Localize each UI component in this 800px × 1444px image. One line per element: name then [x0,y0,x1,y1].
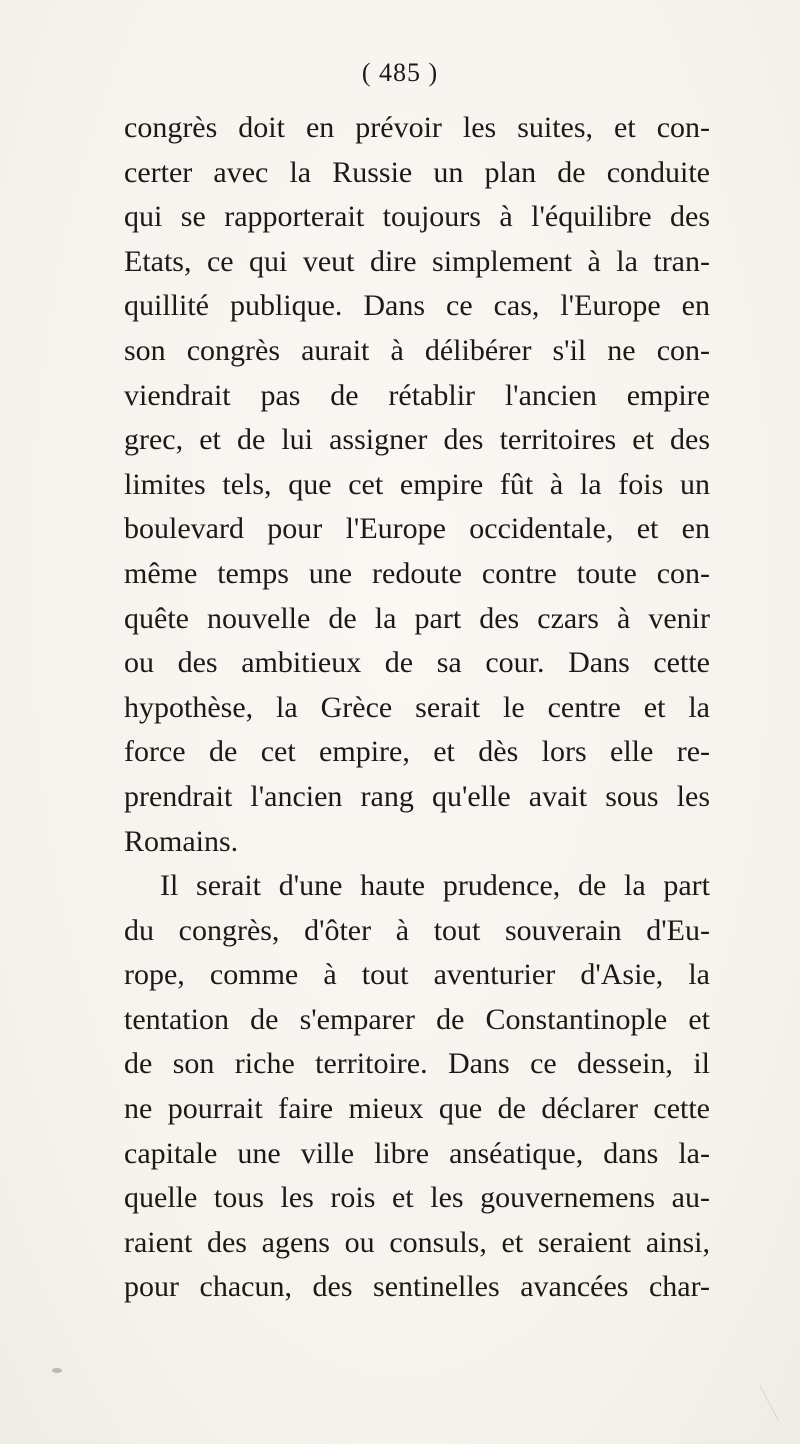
paper-crease [759,1379,791,1421]
text-line: ou des ambitieux de sa cour. Dans cette [124,646,710,680]
text-line: certer avec la Russie un plan de conduite [124,155,710,189]
page-number: ( 485 ) [361,58,439,87]
text-line: raient des agens ou consuls, et seraient ainsi, [124,1225,710,1259]
text-line: rope, comme à tout aventurier d'Asie, la [124,958,710,992]
text-line: qui se rapporterait toujours à l'équilibre des [124,200,710,234]
body-text [124,106,710,1310]
text-line: Etats, ce qui veut dire simplement à la tran- [124,244,710,278]
text-line: Il serait d'une haute prudence, de la part [160,869,710,903]
ink-smudge [52,1368,62,1373]
text-line: quête nouvelle de la part des czars à venir [124,601,710,635]
text-line: limites tels, que cet empire fût à la fois un [124,467,710,501]
text-line: quelle tous les rois et les gouvernemens au- [124,1181,710,1215]
text-line: Romains. [124,824,239,858]
text-line: hypothèse, la Grèce serait le centre et la [124,690,710,724]
text-line: grec, et de lui assigner des territoires et des [124,423,710,457]
text-line: de son riche territoire. Dans ce dessein, il [124,1047,710,1081]
text-line: force de cet empire, et dès lors elle re- [124,735,710,769]
text-line: ne pourrait faire mieux que de déclarer cette [124,1092,710,1126]
text-line: quillité publique. Dans ce cas, l'Europe en [124,289,710,323]
text-line: du congrès, d'ôter à tout souverain d'Eu- [124,913,710,947]
text-line: capitale une ville libre anséatique, dans la- [124,1136,710,1170]
text-line: tentation de s'emparer de Constantinople et [124,1002,710,1036]
text-line: même temps une redoute contre toute con- [124,556,710,590]
text-line: pour chacun, des sentinelles avancées char- [124,1270,710,1304]
text-line: congrès doit en prévoir les suites, et con- [124,111,710,144]
text-line: viendrait pas de rétablir l'ancien empire [124,378,710,412]
text-line: boulevard pour l'Europe occidentale, et en [124,512,710,546]
text-line: prendrait l'ancien rang qu'elle avait sous les [124,779,710,813]
text-line: son congrès aurait à délibérer s'il ne con- [124,333,710,367]
